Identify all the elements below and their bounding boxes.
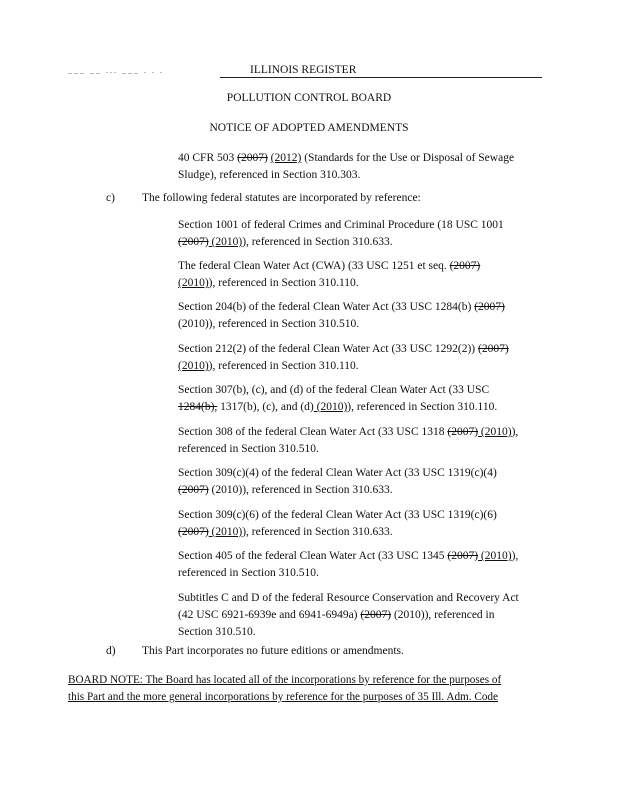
notice-title: NOTICE OF ADOPTED AMENDMENTS — [209, 122, 409, 134]
statute-entry: Section 308 of the federal Clean Water Act (33 USC 1318 (2007) (2010)), referenced in Section 310.510. — [178, 426, 519, 455]
cfr503-entry: 40 CFR 503 (2007) (2012) (Standards for the Use or Disposal of Sewage Sludge), referenced in Section 310.303. — [178, 152, 515, 181]
board-title: POLLUTION CONTROL BOARD — [226, 92, 392, 104]
header-rule — [220, 77, 542, 78]
section-c-marker: c) — [106, 192, 115, 204]
statute-entry: Section 307(b), (c), and (d) of the federal Clean Water Act (33 USC 1284(b), 1317(b), (c), and (d) (2010)), referenced in Section 310.110. — [178, 384, 498, 413]
register-title: ILLINOIS REGISTER — [250, 64, 357, 76]
statute-entry: Subtitles C and D of the federal Resource Conservation and Recovery Act (42 USC 6921-6939e and 6941-6949a) (2007) (2010)), referenced in Section 310.510. — [178, 592, 519, 638]
board-note: BOARD NOTE: The Board has located all of the incorporations by reference for the purposes of this Part and the more general incorporations by reference for the purposes of 35 Ill. Adm. Code — [68, 674, 502, 703]
statute-entry: Section 1001 of federal Crimes and Criminal Procedure (18 USC 1001 (2007) (2010)), referenced in Section 310.633. — [178, 219, 504, 248]
section-d-text: This Part incorporates no future editions or amendments. — [142, 645, 404, 657]
section-d-marker: d) — [106, 645, 116, 657]
statute-entry: Section 204(b) of the federal Clean Water Act (33 USC 1284(b) (2007) (2010)), referenced in Section 310.510. — [178, 301, 505, 330]
statute-entry: The federal Clean Water Act (CWA) (33 USC 1251 et seq. (2007) (2010)), referenced in Section 310.110. — [178, 260, 481, 289]
statute-entry: Section 405 of the federal Clean Water Act (33 USC 1345 (2007) (2010)), referenced in Section 310.510. — [178, 550, 519, 579]
header-left-marks: ___ __ ... ___ . . . — [68, 66, 164, 75]
statute-entry: Section 309(c)(6) of the federal Clean Water Act (33 USC 1319(c)(6) (2007) (2010)), referenced in Section 310.633. — [178, 509, 497, 538]
section-c-intro: The following federal statutes are incorporated by reference: — [142, 192, 421, 204]
statute-entry: Section 309(c)(4) of the federal Clean Water Act (33 USC 1319(c)(4) (2007) (2010)), referenced in Section 310.633. — [178, 467, 497, 496]
statute-entry: Section 212(2) of the federal Clean Water Act (33 USC 1292(2)) (2007) (2010)), referenced in Section 310.110. — [178, 343, 509, 372]
